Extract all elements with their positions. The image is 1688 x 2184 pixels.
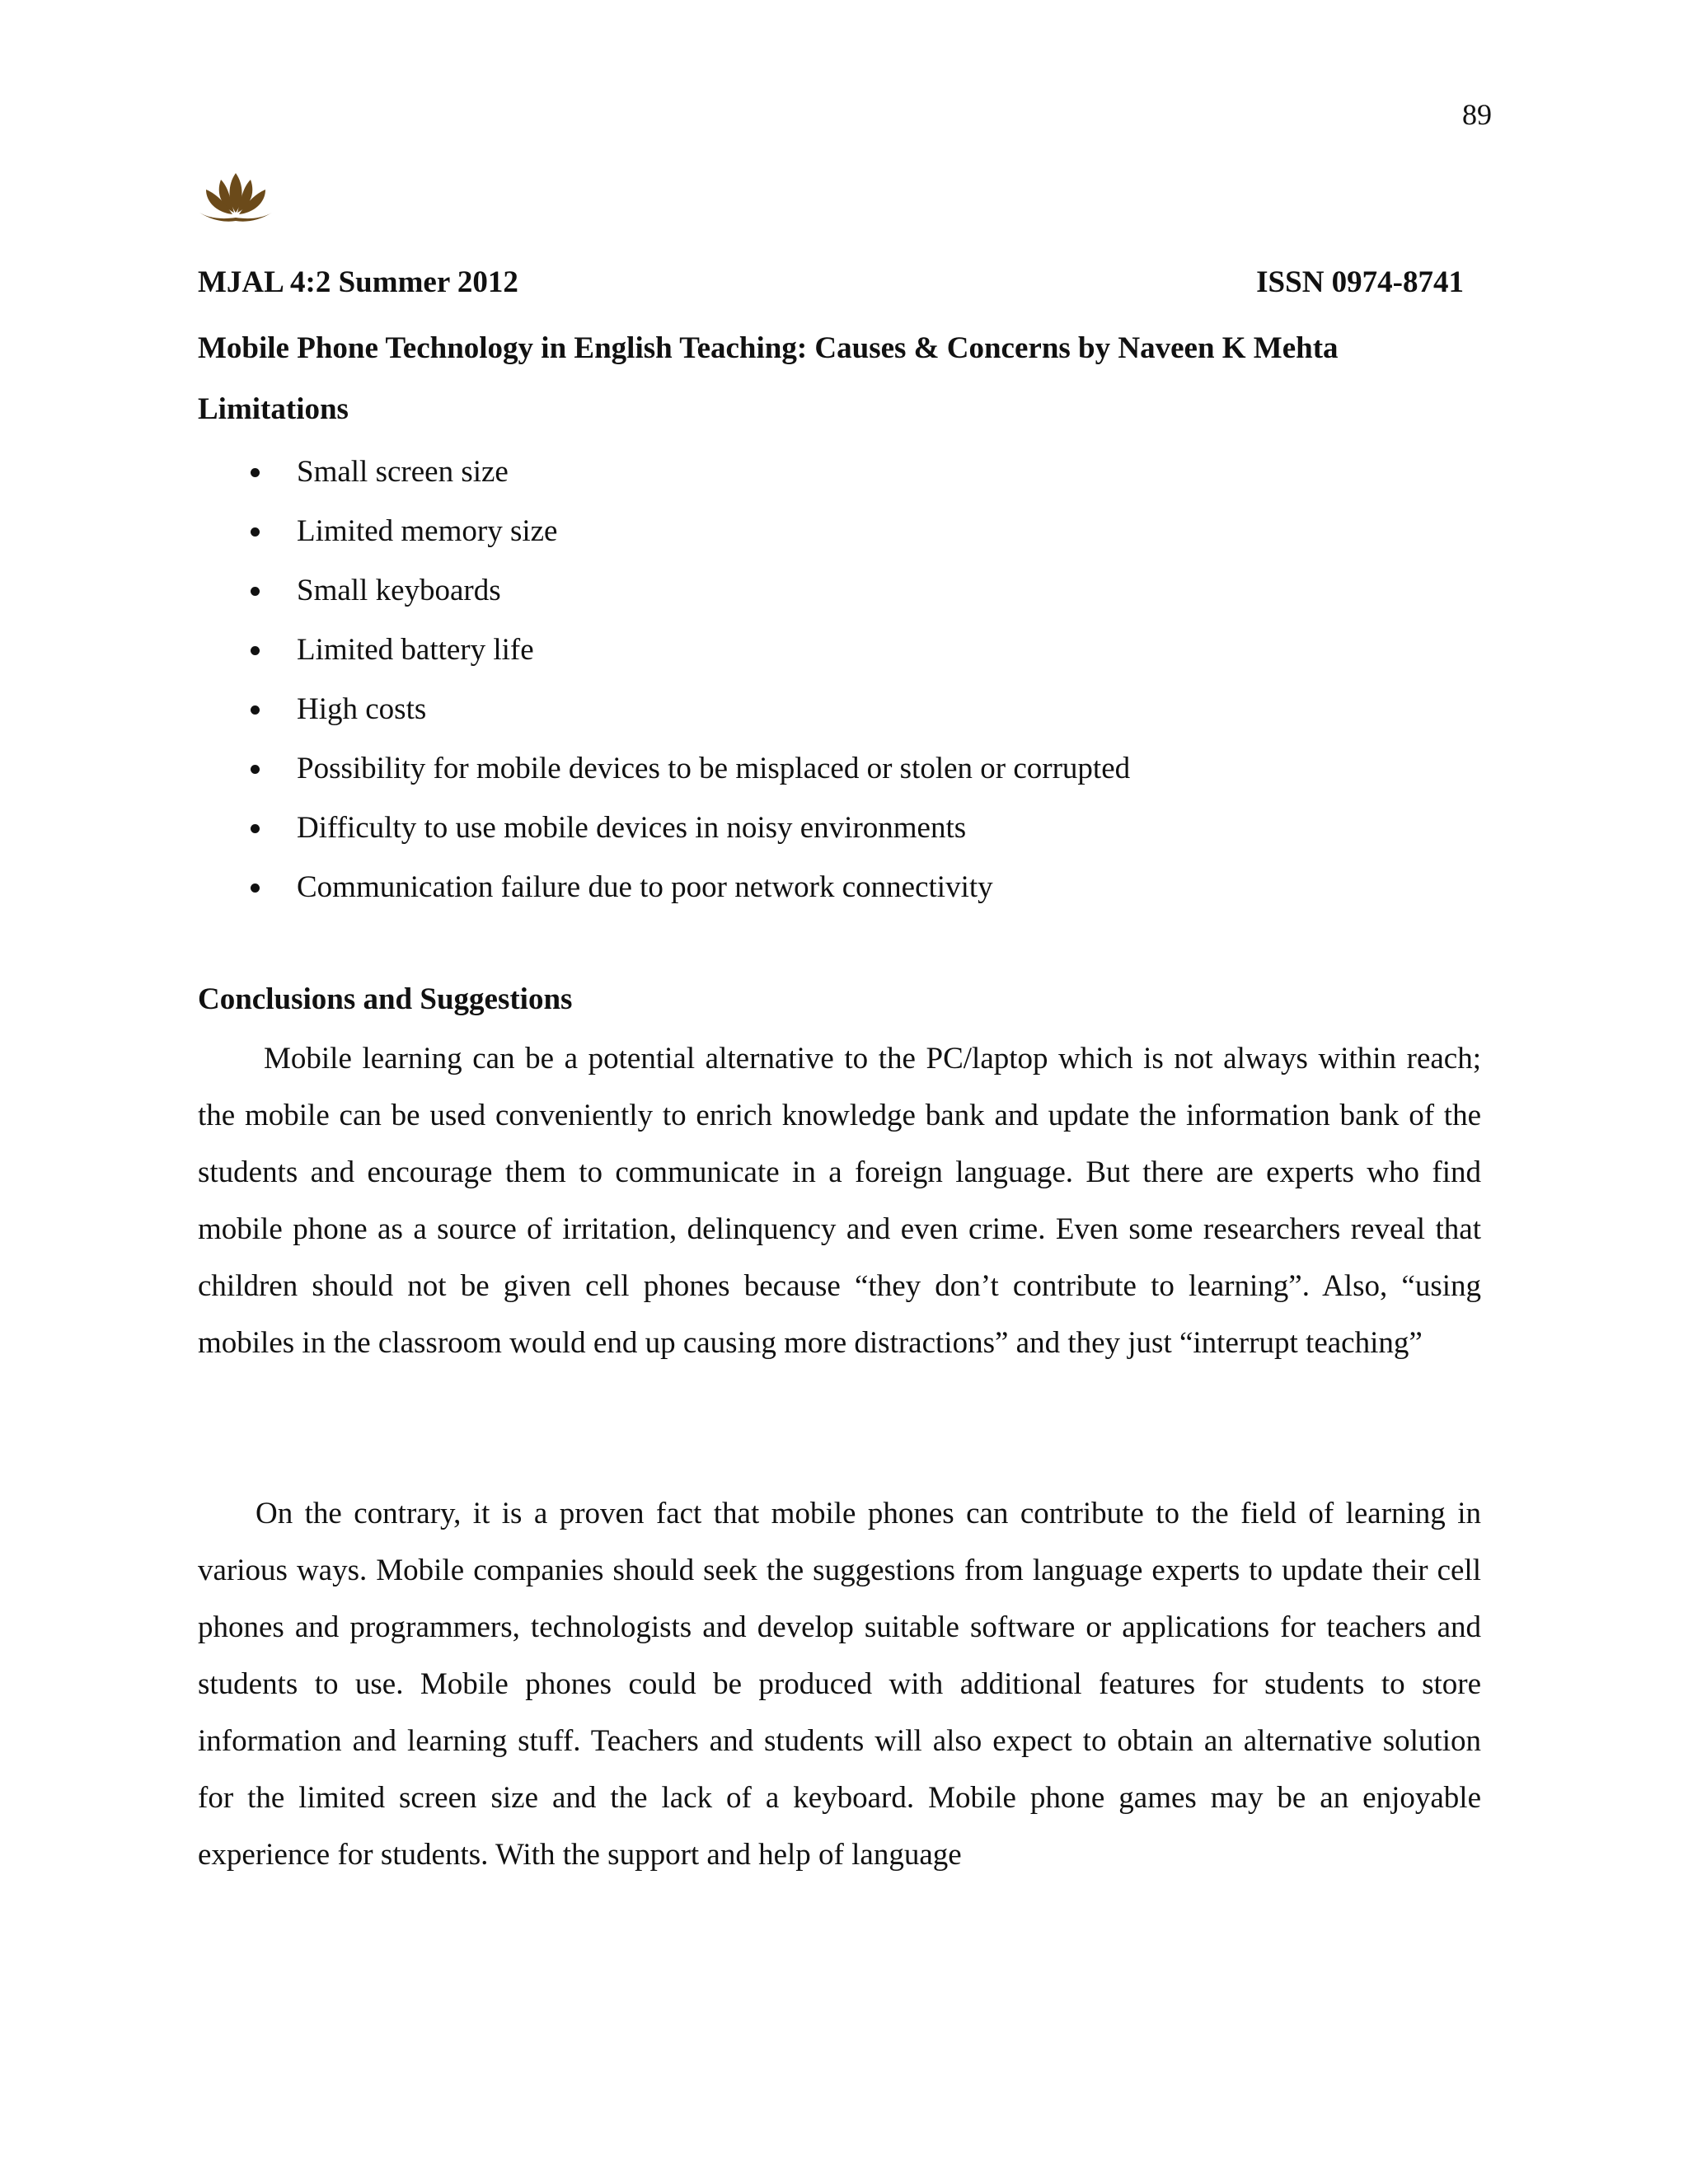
conclusions-paragraph-2: On the contrary, it is a proven fact that mobile phones can contribute to the field of learning in various ways. Mobile companies should seek the suggestions from language experts to update their cell phones and programmers, technologists and develop suitable software or applications for teachers and students to use. Mobile phones could be produced with additional features for students to store information and learning stuff. Teachers and students will also expect to obtain an alternative solution for the limited screen size and the lack of a keyboard. Mobile phone games may be an enjoyable experience for students. With the support and help of language bbox=[198, 1497, 1481, 1872]
bullet-icon bbox=[251, 468, 260, 477]
list-item bbox=[198, 748, 1484, 808]
conclusions-paragraph-1: Mobile learning can be a potential alternative to the PC/laptop which is not always within reach; the mobile can be used conveniently to enrich knowledge bank and update the information bank of the students and encourage them to communicate in a foreign language. But there are experts who find mobile phone as a source of irritation, delinquency and even crime. Even some researchers reveal that children should not be given cell phones because “they don’t contribute to learning”. Also, “using mobiles in the classroom would end up causing more distractions” and they just “interrupt teaching” bbox=[198, 1042, 1481, 1360]
bullet-icon bbox=[251, 587, 260, 596]
list-item-text: Limited battery life bbox=[297, 633, 534, 667]
bullet-icon bbox=[251, 705, 260, 715]
bullet-icon bbox=[251, 527, 260, 537]
list-item-text: Small screen size bbox=[297, 455, 509, 489]
article-title: Mobile Phone Technology in English Teaching: Causes & Concerns by Naveen K Mehta bbox=[198, 331, 1339, 365]
list-item bbox=[198, 689, 1484, 748]
list-item bbox=[198, 808, 1484, 867]
limitations-list bbox=[198, 452, 1484, 926]
bullet-icon bbox=[251, 646, 260, 655]
bullet-icon bbox=[251, 824, 260, 833]
list-item bbox=[198, 570, 1484, 630]
list-item-text: Small keyboards bbox=[297, 574, 501, 607]
list-item-text: High costs bbox=[297, 692, 427, 726]
list-item bbox=[198, 630, 1484, 689]
list-item-text: Communication failure due to poor network connectivity bbox=[297, 870, 993, 904]
bullet-icon bbox=[251, 765, 260, 774]
journal-issue: MJAL 4:2 Summer 2012 bbox=[198, 265, 518, 299]
list-item-text: Difficulty to use mobile devices in noisy environments bbox=[297, 811, 967, 845]
page-number: 89 bbox=[1462, 98, 1492, 131]
list-item bbox=[198, 867, 1484, 926]
journal-header bbox=[198, 262, 1464, 303]
list-item-text: Limited memory size bbox=[297, 514, 558, 548]
list-item-text: Possibility for mobile devices to be misplaced or stolen or corrupted bbox=[297, 752, 1131, 785]
list-item bbox=[198, 452, 1484, 511]
journal-issn: ISSN 0974-8741 bbox=[1256, 265, 1464, 299]
bullet-icon bbox=[251, 883, 260, 893]
conclusions-heading: Conclusions and Suggestions bbox=[198, 982, 573, 1016]
list-item bbox=[198, 511, 1484, 570]
limitations-heading: Limitations bbox=[198, 392, 349, 426]
lotus-icon bbox=[196, 170, 275, 223]
